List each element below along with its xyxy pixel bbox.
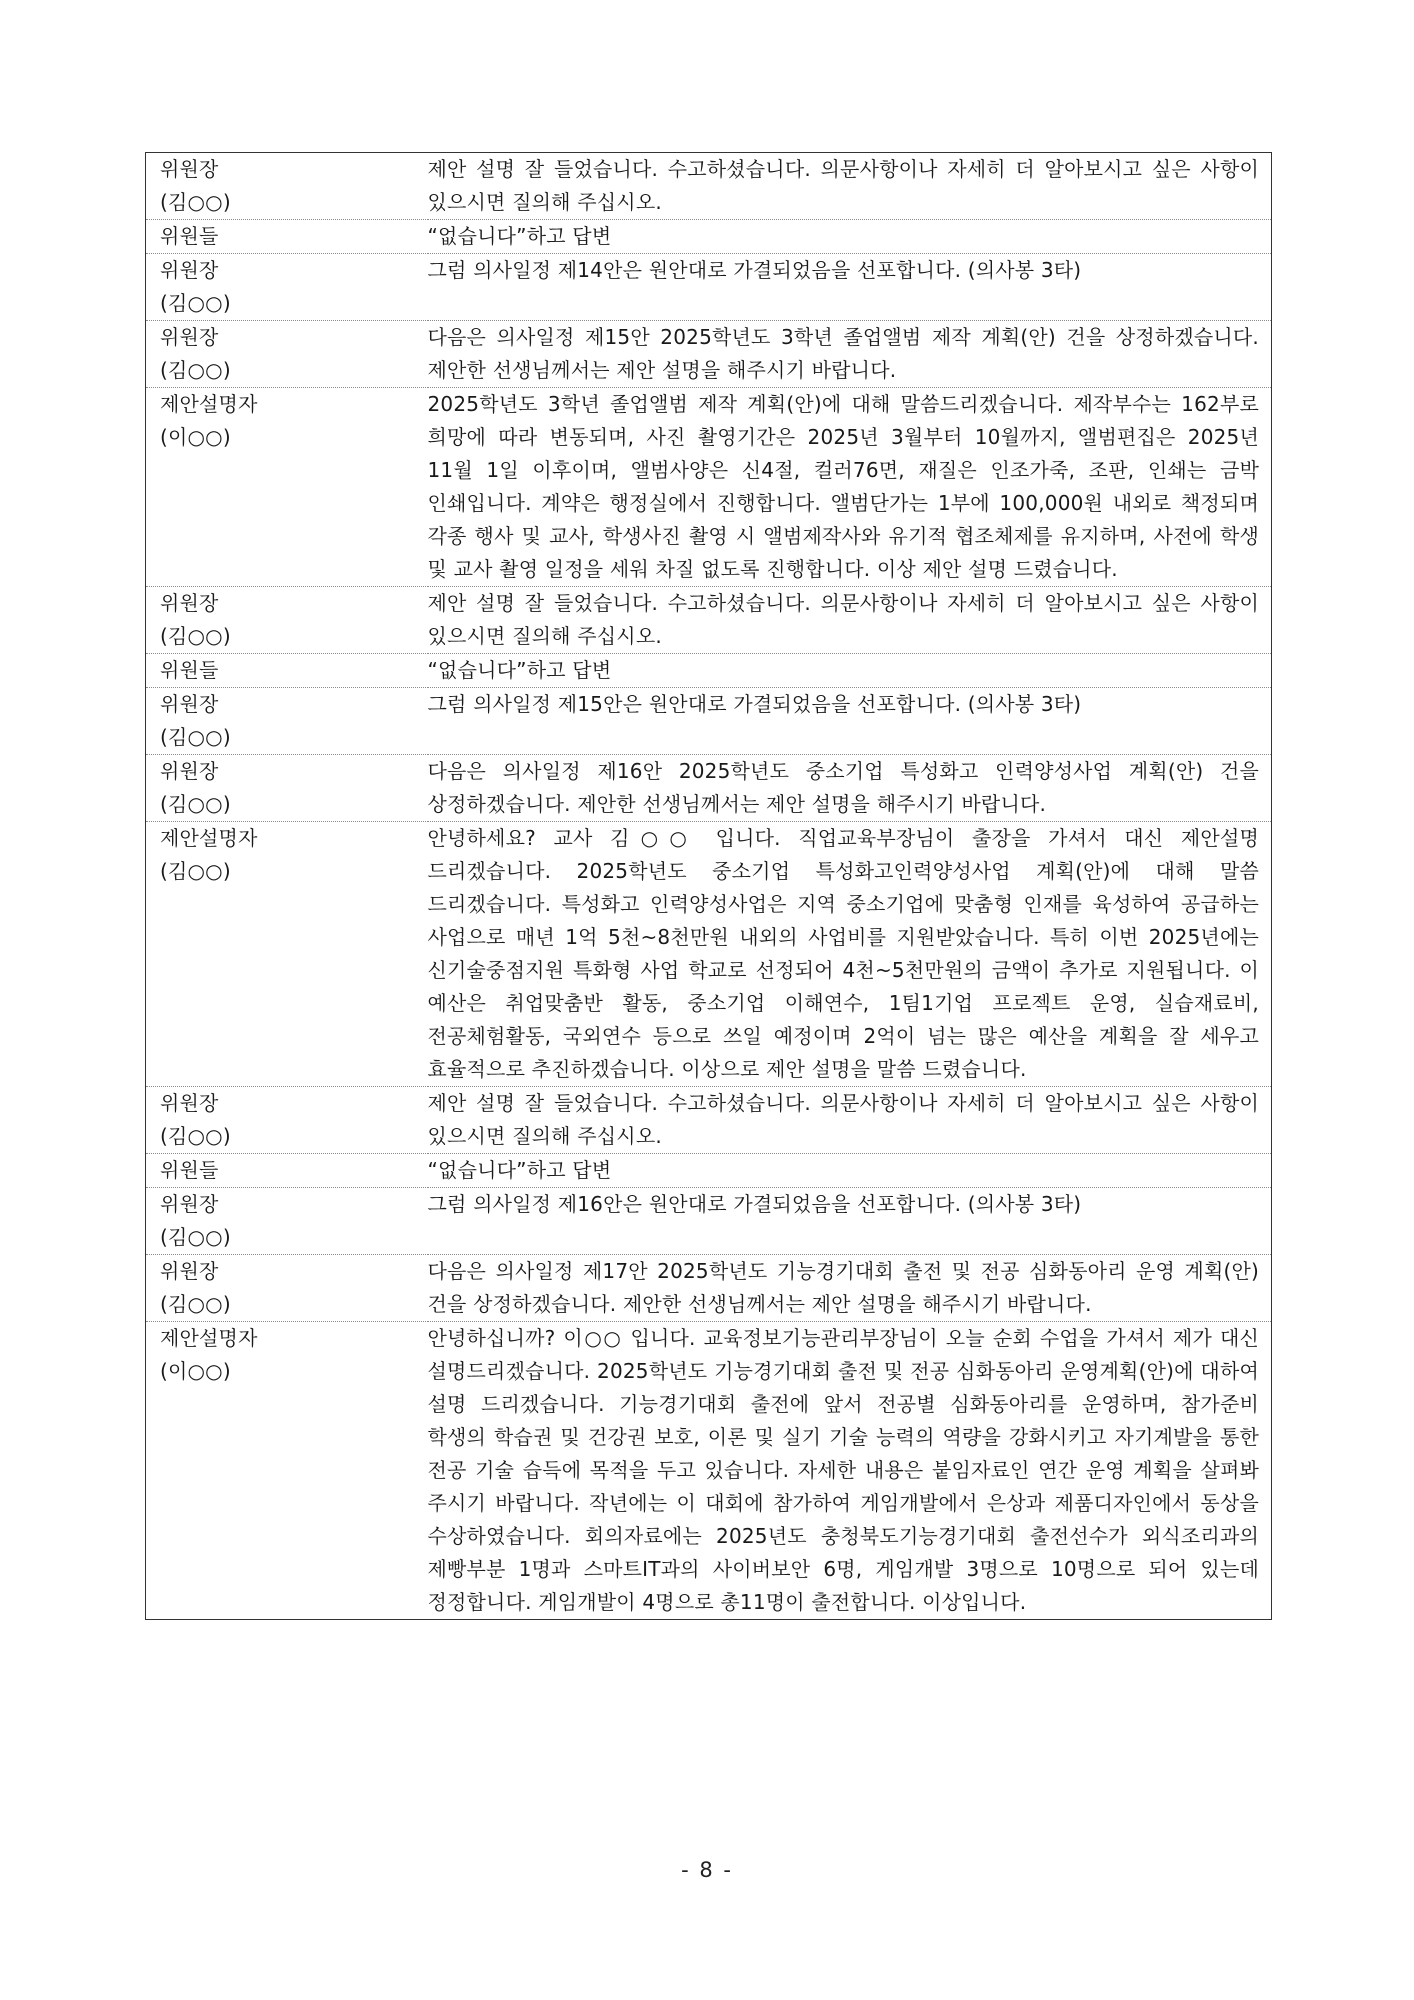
speaker-role: 위원장: [160, 258, 219, 282]
speaker-name: (김○○): [160, 624, 231, 648]
speaker-role: 위원장: [160, 1259, 219, 1283]
speaker-cell: [146, 388, 428, 587]
table-row: [146, 688, 1272, 755]
speaker-cell: [146, 1322, 428, 1620]
statement-text: 안녕하세요? 교사 김○○ 입니다. 직업교육부장님이 출장을 가셔서 대신 제안설명 드리겠습니다. 2025학년도 중소기업 특성화고인력양성사업 계획(안)에 대해 말씀 드리겠습니다. 특성화고 인력양성사업은 지역 중소기업에 맞춤형 인재를 육성하여 공급하는 사업으로 매년 1억 5천~8천만원 내외의 사업비를 지원받았습니다. 특히 이번 2025년에는 신기술중점지원 특화형 사업 학교로 선정되어 4천~5천만원의 금액이 추가로 지원됩니다. 이 예산은 취업맞춤반 활동, 중소기업 이해연수, 1팀1기업 프로젝트 운영, 실습재료비, 전공체험활동, 국외연수 등으로 쓰일 예정이며 2억이 넘는 많은 예산을 계획을 잘 세우고 효율적으로 추진하겠습니다. 이상으로 제안 설명을 말씀 드렸습니다.: [427, 826, 1259, 1081]
statement-text: 그럼 의사일정 제14안은 원안대로 가결되었음을 선포합니다. (의사봉 3타): [427, 258, 1082, 282]
speaker-name: (김○○): [160, 291, 231, 315]
speaker-cell: [146, 587, 428, 654]
speaker-cell: [146, 1154, 428, 1188]
table-row: [146, 587, 1272, 654]
speaker-role: 위원장: [160, 1192, 219, 1216]
speaker-role: 제안설명자: [160, 392, 258, 416]
table-row: [146, 220, 1272, 254]
speaker-name: (이○○): [160, 425, 231, 449]
speaker-role: 제안설명자: [160, 1326, 258, 1350]
speaker-name: (김○○): [160, 859, 231, 883]
statement-text: “없습니다”하고 답변: [427, 1158, 612, 1182]
speaker-cell: [146, 755, 428, 822]
table-row: [146, 822, 1272, 1087]
speaker-role: 위원장: [160, 1091, 219, 1115]
table-row: [146, 1154, 1272, 1188]
statement-text: 다음은 의사일정 제16안 2025학년도 중소기업 특성화고 인력양성사업 계획(안) 건을 상정하겠습니다. 제안한 선생님께서는 제안 설명을 해주시기 바랍니다.: [427, 759, 1259, 816]
speaker-cell: [146, 1188, 428, 1255]
statement-text: 다음은 의사일정 제15안 2025학년도 3학년 졸업앨범 제작 계획(안) 건을 상정하겠습니다. 제안한 선생님께서는 제안 설명을 해주시기 바랍니다.: [427, 325, 1259, 382]
speaker-name: (김○○): [160, 1292, 231, 1316]
speaker-cell: [146, 254, 428, 321]
statement-text: 그럼 의사일정 제15안은 원안대로 가결되었음을 선포합니다. (의사봉 3타): [427, 692, 1082, 716]
table-row: [146, 1188, 1272, 1255]
table-row: [146, 755, 1272, 822]
table-row: [146, 1322, 1272, 1620]
speaker-name: (김○○): [160, 792, 231, 816]
statement-text: 제안 설명 잘 들었습니다. 수고하셨습니다. 의문사항이나 자세히 더 알아보시고 싶은 사항이 있으시면 질의해 주십시오.: [427, 1091, 1259, 1148]
statement-text: 제안 설명 잘 들었습니다. 수고하셨습니다. 의문사항이나 자세히 더 알아보시고 싶은 사항이 있으시면 질의해 주십시오.: [427, 591, 1259, 648]
speaker-role: 위원장: [160, 157, 219, 181]
speaker-role: 위원들: [160, 1158, 219, 1182]
speaker-name: (김○○): [160, 358, 231, 382]
table-row: [146, 321, 1272, 388]
page-number: - 8 -: [681, 1858, 733, 1882]
speaker-cell: [146, 688, 428, 755]
statement-text: “없습니다”하고 답변: [427, 224, 612, 248]
speaker-role: 제안설명자: [160, 826, 258, 850]
speaker-cell: [146, 1255, 428, 1322]
speaker-cell: [146, 654, 428, 688]
speaker-cell: [146, 1087, 428, 1154]
speaker-cell: [146, 153, 428, 220]
speaker-name: (김○○): [160, 190, 231, 214]
statement-text: “없습니다”하고 답변: [427, 658, 612, 682]
meeting-minutes-table: [145, 152, 1272, 1620]
speaker-cell: [146, 822, 428, 1087]
speaker-name: (이○○): [160, 1359, 231, 1383]
table-row: [146, 153, 1272, 220]
speaker-role: 위원들: [160, 658, 219, 682]
speaker-role: 위원들: [160, 224, 219, 248]
statement-text: 제안 설명 잘 들었습니다. 수고하셨습니다. 의문사항이나 자세히 더 알아보시고 싶은 사항이 있으시면 질의해 주십시오.: [427, 157, 1259, 214]
table-row: [146, 1087, 1272, 1154]
table-row: [146, 654, 1272, 688]
speaker-cell: [146, 220, 428, 254]
speaker-role: 위원장: [160, 325, 219, 349]
speaker-name: (김○○): [160, 1225, 231, 1249]
statement-text: 다음은 의사일정 제17안 2025학년도 기능경기대회 출전 및 전공 심화동아리 운영 계획(안) 건을 상정하겠습니다. 제안한 선생님께서는 제안 설명을 해주시기 바랍니다.: [427, 1259, 1259, 1316]
statement-text: 2025학년도 3학년 졸업앨범 제작 계획(안)에 대해 말씀드리겠습니다. 제작부수는 162부로 희망에 따라 변동되며, 사진 촬영기간은 2025년 3월부터 10월까지, 앨범편집은 2025년 11월 1일 이후이며, 앨범사양은 신4절, 컬러76면, 재질은 인조가죽, 조판, 인쇄는 금박 인쇄입니다. 계약은 행정실에서 진행합니다. 앨범단가는 1부에 100,000원 내외로 책정되며 각종 행사 및 교사, 학생사진 촬영 시 앨범제작사와 유기적 협조체제를 유지하며, 사전에 학생 및 교사 촬영 일정을 세워 차질 없도록 진행합니다. 이상 제안 설명 드렸습니다.: [427, 392, 1259, 581]
speaker-name: (김○○): [160, 1124, 231, 1148]
speaker-cell: [146, 321, 428, 388]
statement-text: 그럼 의사일정 제16안은 원안대로 가결되었음을 선포합니다. (의사봉 3타): [427, 1192, 1082, 1216]
minutes-body: [146, 153, 1272, 1620]
speaker-role: 위원장: [160, 692, 219, 716]
speaker-role: 위원장: [160, 759, 219, 783]
speaker-name: (김○○): [160, 725, 231, 749]
speaker-role: 위원장: [160, 591, 219, 615]
table-row: [146, 388, 1272, 587]
table-row: [146, 1255, 1272, 1322]
statement-text: 안녕하십니까? 이○○ 입니다. 교육정보기능관리부장님이 오늘 순회 수업을 가셔서 제가 대신 설명드리겠습니다. 2025학년도 기능경기대회 출전 및 전공 심화동아리 운영계획(안)에 대하여 설명 드리겠습니다. 기능경기대회 출전에 앞서 전공별 심화동아리를 운영하며, 참가준비 학생의 학습권 및 건강권 보호, 이론 및 실기 기술 능력의 역량을 강화시키고 자기계발을 통한 전공 기술 습득에 목적을 두고 있습니다. 자세한 내용은 붙임자료인 연간 운영 계획을 살펴봐 주시기 바랍니다. 작년에는 이 대회에 참가하여 게임개발에서 은상과 제품디자인에서 동상을 수상하였습니다. 회의자료에는 2025년도 충청북도기능경기대회 출전선수가 외식조리과의 제빵부분 1명과 스마트IT과의 사이버보안 6명, 게임개발 3명으로 10명으로 되어 있는데 정정합니다. 게임개발이 4명으로 총11명이 출전합니다. 이상입니다.: [427, 1326, 1259, 1614]
table-row: [146, 254, 1272, 321]
